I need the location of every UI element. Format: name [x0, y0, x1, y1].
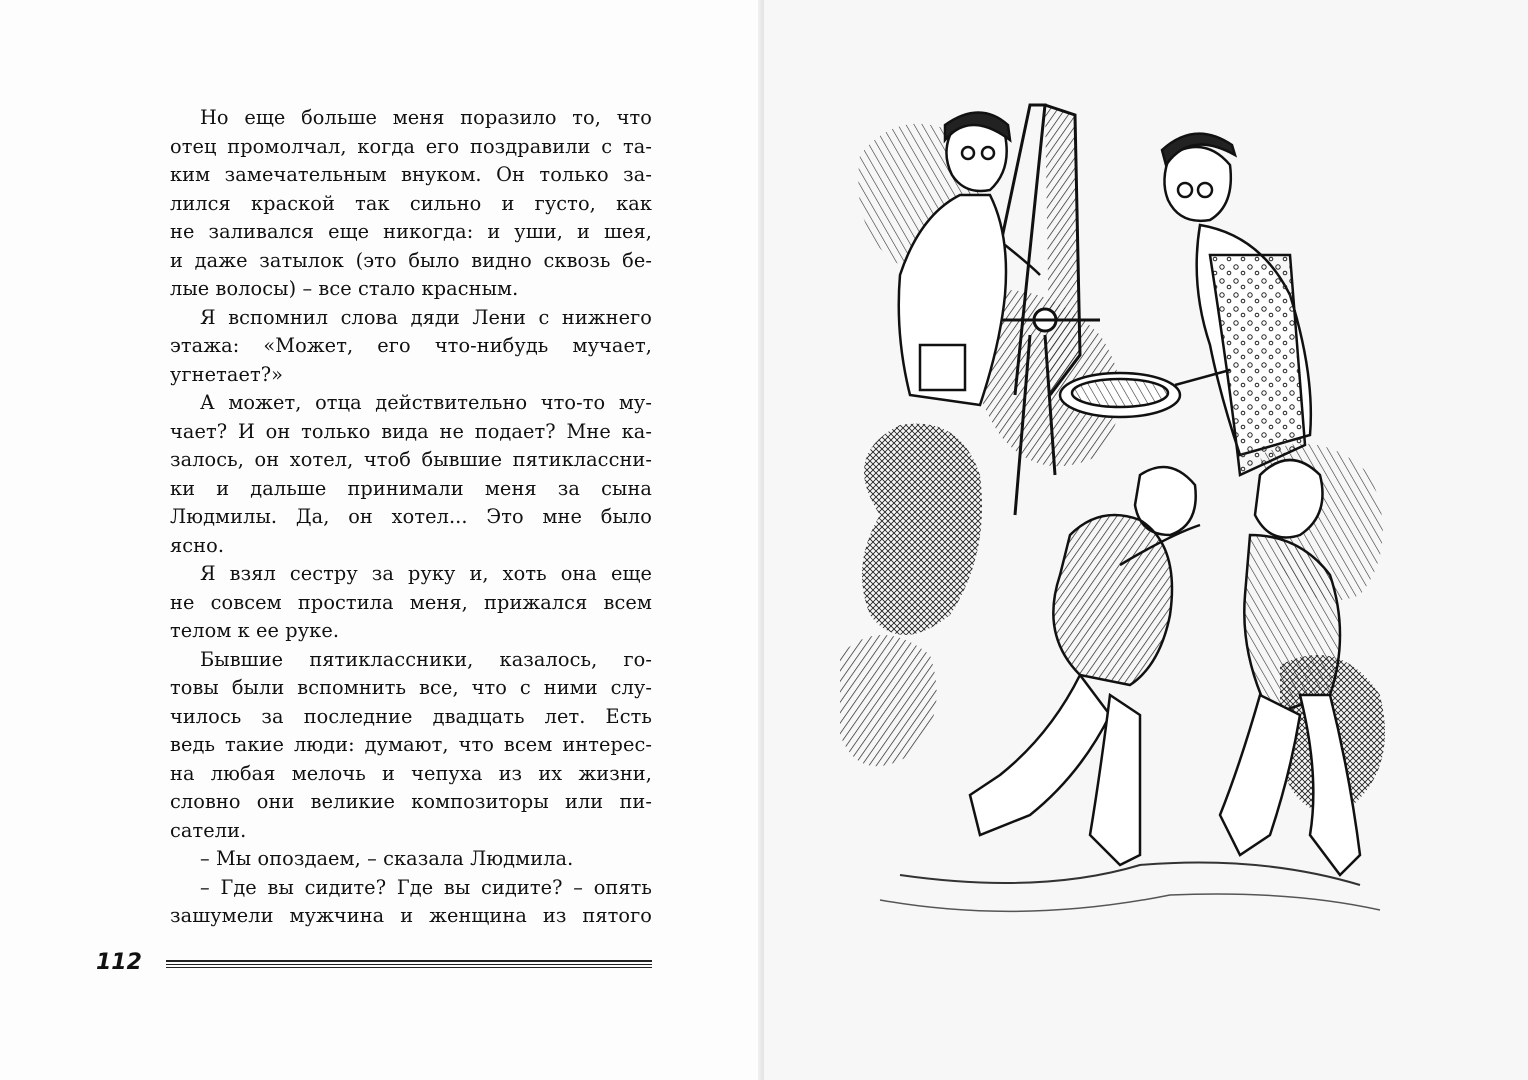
- text-line: – Мы опоздаем, – сказала Людмила.: [200, 847, 574, 870]
- text-line: сатели.: [170, 818, 247, 842]
- text-line: не совсем простила меня, прижался всем: [170, 590, 652, 614]
- text-line: и даже затылок (это было видно сквозь бе-: [170, 248, 652, 272]
- text-line: Я вспомнил слова дяди Лени с нижнего: [200, 305, 652, 329]
- text-line: лился краской так сильно и густо, как: [170, 191, 652, 215]
- text-line: чилось за последние двадцать лет. Есть: [170, 704, 652, 728]
- text-line: словно они великие композиторы или пи-: [170, 790, 652, 813]
- footer-rule: [166, 960, 652, 962]
- footer-rule: [166, 964, 652, 965]
- text-line: Я взял сестру за руку и, хоть она еще: [200, 562, 652, 585]
- body-text: [170, 104, 652, 931]
- text-line: лые волосы) – все стало красным.: [170, 277, 519, 300]
- text-line: А может, отца действительно что-то му-: [200, 391, 652, 414]
- left-page: [0, 0, 760, 1080]
- text-line: телом к ее руке.: [170, 619, 340, 642]
- text-line: товы были вспомнить все, что с ними слу-: [170, 676, 652, 699]
- text-line: угнетает?»: [170, 362, 284, 386]
- text-line: ведь такие люди: думают, что всем интерес-: [170, 733, 652, 756]
- text-line: на любая мелочь и чепуха из их жизни,: [170, 761, 652, 785]
- text-line: ким замечательным внуком. Он только за-: [170, 163, 652, 186]
- text-line: этажа: «Может, его что-нибудь мучает,: [170, 334, 652, 357]
- boys-figures: [970, 460, 1360, 875]
- illustration: [840, 95, 1400, 955]
- text-line: ки и дальше принимали меня за сына: [170, 476, 652, 500]
- text-line: Но еще больше меня поразило то, что: [200, 106, 652, 129]
- text-line: Людмилы. Да, он хотел... Это мне было: [170, 505, 652, 528]
- text-line: зашумели мужчина и женщина из пятого: [170, 904, 652, 927]
- text-line: ясно.: [170, 533, 225, 557]
- text-line: чает? И он только вида не подает? Мне ка-: [170, 419, 652, 443]
- text-line: Бывшие пятиклассники, казалось, го-: [200, 647, 652, 671]
- footer-rule: [166, 967, 652, 968]
- page-number: 112: [96, 950, 142, 975]
- text-line: – Где вы сидите? Где вы сидите? – опять: [200, 875, 652, 899]
- text-line: залось, он хотел, чтоб бывшие пятиклассни-: [170, 448, 652, 471]
- text-line: отец промолчал, когда его поздравили с та-: [170, 134, 652, 158]
- text-line: не заливался еще никогда: и уши, и шея,: [170, 220, 652, 243]
